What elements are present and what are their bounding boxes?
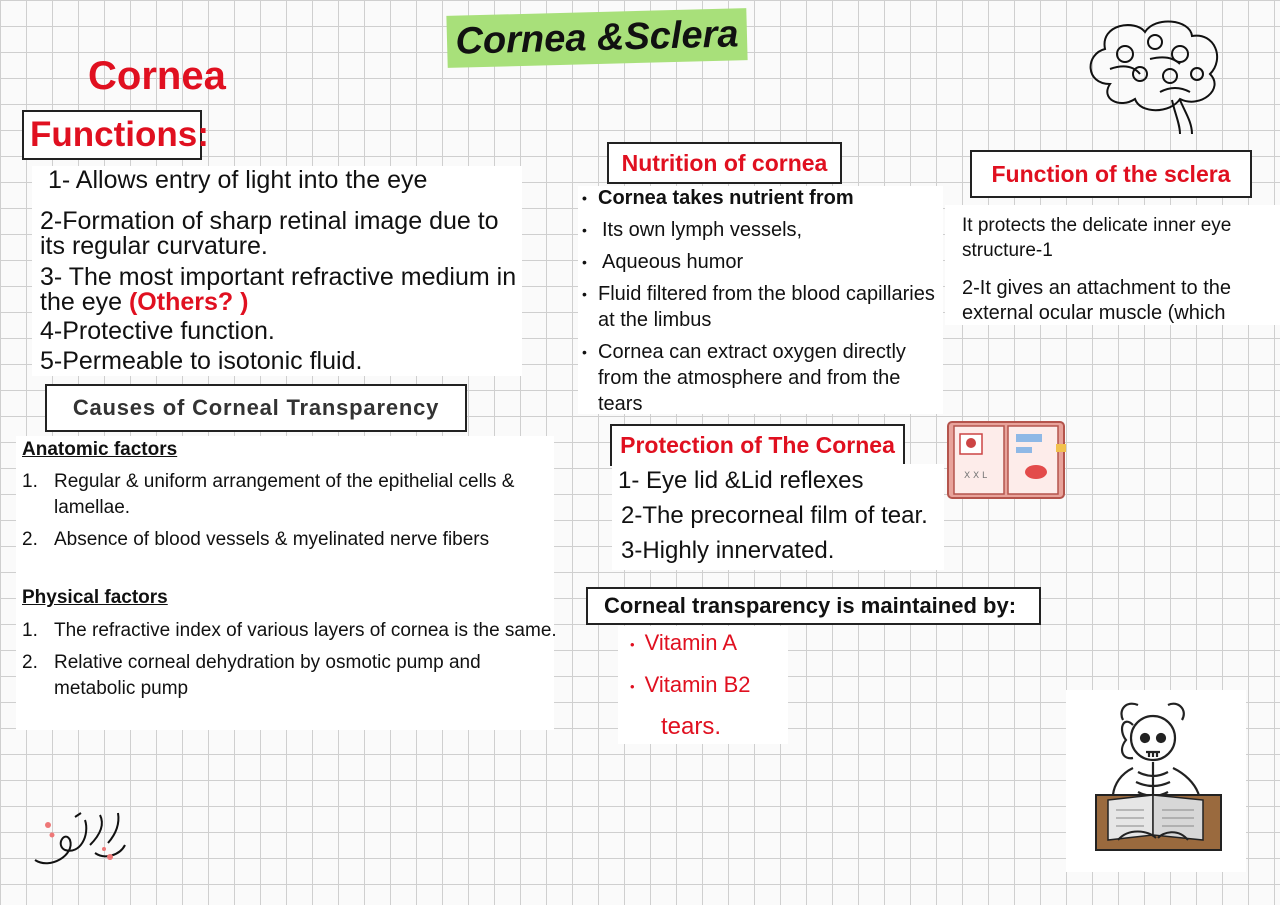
protection-item: 1- Eye lid &Lid reflexes xyxy=(618,467,864,494)
list-item xyxy=(22,618,557,644)
nutrition-item: • Its own lymph vessels, xyxy=(580,217,942,243)
others-note: (Others? ) xyxy=(128,288,249,316)
maintenance-item xyxy=(630,672,751,698)
maintenance-item-text: Vitamin A xyxy=(644,630,738,655)
list-item xyxy=(22,650,557,702)
list-item-number: 2. xyxy=(22,529,38,550)
page-title-text: Cornea &Sclera xyxy=(454,12,739,63)
protection-list xyxy=(618,463,928,568)
brain-doodle-icon xyxy=(1080,14,1230,136)
notebook-sticker-icon xyxy=(946,420,1068,502)
functions-item-1: 1- Allows entry of light into the eye xyxy=(48,166,428,194)
sclera-heading xyxy=(970,150,1252,198)
list-item-text: Relative corneal dehydration by osmotic pump and metabolic pump xyxy=(54,652,481,699)
maintenance-heading xyxy=(586,587,1041,625)
causes-heading xyxy=(45,384,467,432)
functions-heading-text: Functions: xyxy=(30,115,209,154)
skeleton-reading-sticker-icon xyxy=(1078,700,1238,862)
list-item-number: 1. xyxy=(22,620,38,641)
functions-item-2: 2-Formation of sharp retinal image due to its regular curvature. xyxy=(40,207,499,260)
nutrition-list xyxy=(580,185,942,423)
list-item-text: Absence of blood vessels & myelinated nerve fibers xyxy=(54,529,490,550)
physical-factors-list xyxy=(22,618,557,708)
protection-item: 2-The precorneal film of tear. xyxy=(621,502,928,529)
cornea-heading: Cornea xyxy=(88,54,226,98)
list-item-number: 1. xyxy=(22,471,38,492)
list-item-text: Regular & uniform arrangement of the epithelial cells & lamellae. xyxy=(54,471,515,518)
bullet-icon: • xyxy=(630,678,635,694)
sclera-item-2: 2-It gives an attachment to the external ocular muscle (which xyxy=(962,277,1232,324)
nutrition-item: • Aqueous humor xyxy=(580,249,942,275)
protection-item: 3-Highly innervated. xyxy=(621,537,835,564)
anatomic-factors-list xyxy=(22,469,547,559)
functions-heading xyxy=(22,110,209,160)
nutrition-heading-text: Nutrition of cornea xyxy=(621,149,828,176)
signature-icon xyxy=(30,805,130,870)
nutrition-item: • Cornea takes nutrient from xyxy=(580,185,942,211)
list-item xyxy=(22,527,547,553)
svg-text:X X L: X X L xyxy=(964,471,988,481)
functions-item-3-text: 3- The most important refractive medium in the eye xyxy=(40,263,517,316)
causes-heading-text: Causes of Corneal Transparency xyxy=(72,395,440,420)
sclera-item-1: It protects the delicate inner eye structure-1 xyxy=(962,215,1232,261)
list-item xyxy=(22,469,547,521)
bullet-icon: • xyxy=(630,636,635,652)
protection-heading xyxy=(610,424,905,466)
nutrition-item: • Fluid filtered from the blood capillaries at the limbus xyxy=(580,281,942,333)
functions-item-4: 4-Protective function. xyxy=(40,317,275,345)
list-item-text: The refractive index of various layers of cornea is the same. xyxy=(54,620,557,641)
functions-item-3 xyxy=(40,265,530,315)
functions-item-5: 5-Permeable to isotonic fluid. xyxy=(40,347,363,375)
list-item-number: 2. xyxy=(22,652,38,673)
protection-heading-text: Protection of The Cornea xyxy=(620,431,895,458)
maintenance-item xyxy=(630,630,737,656)
page-title xyxy=(446,8,747,68)
physical-factors-heading: Physical factors xyxy=(22,587,168,608)
sclera-heading-text: Function of the sclera xyxy=(991,160,1231,187)
maintenance-extra: tears. xyxy=(661,713,722,740)
anatomic-factors-heading: Anatomic factors xyxy=(22,439,178,460)
maintenance-heading-text: Corneal transparency is maintained by: xyxy=(604,593,1017,618)
nutrition-item: • Cornea can extract oxygen directly from the atmosphere and from the tears xyxy=(580,339,942,417)
nutrition-heading xyxy=(607,142,842,184)
maintenance-item-text: Vitamin B2 xyxy=(644,672,751,697)
